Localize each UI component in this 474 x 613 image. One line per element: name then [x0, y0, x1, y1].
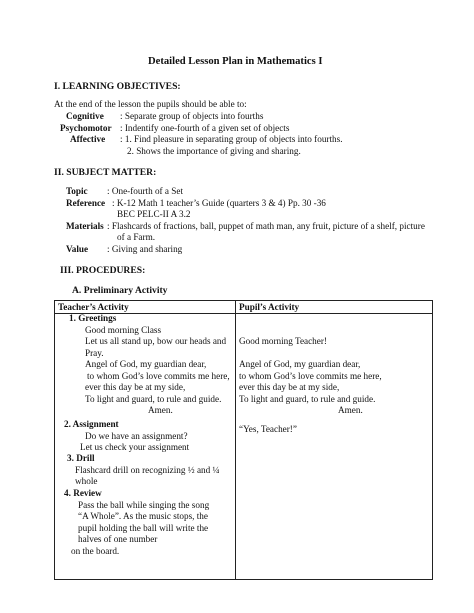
- column-divider: [235, 301, 236, 579]
- pupil-yes-teacher: “Yes, Teacher!”: [239, 424, 297, 434]
- teacher-prayer-line-2: to whom God’s love commits me here,: [87, 371, 230, 381]
- teacher-assignment-line-1: Do we have an assignment?: [85, 431, 188, 441]
- objectives-intro: At the end of the lesson the pupils should be able to:: [54, 99, 247, 109]
- psychomotor-text: : Indentify one-fourth of a given set of objects: [120, 123, 290, 133]
- drill-heading: 3. Drill: [67, 453, 95, 463]
- topic-label: Topic: [66, 186, 88, 196]
- teacher-review-line-2: “A Whole”. As the music stops, the: [78, 511, 208, 521]
- reference-text-2: BEC PELC-II A 3.2: [117, 209, 191, 219]
- pupil-prayer-line-3: ever this day be at my side,: [239, 382, 340, 392]
- teacher-prayer-line-4: To light and guard, to rule and guide.: [85, 394, 222, 404]
- teacher-stand-line-1: Let us all stand up, bow our heads and: [85, 336, 227, 346]
- teacher-drill-line-1: Flashcard drill on recognizing ½ and ¼: [75, 465, 220, 475]
- cognitive-label: Cognitive: [66, 111, 104, 121]
- page-title: Detailed Lesson Plan in Mathematics I: [148, 56, 323, 67]
- pupil-prayer-line-2: to whom God’s love commits me here,: [239, 371, 382, 381]
- teacher-prayer-line-1: Angel of God, my guardian dear,: [85, 359, 207, 369]
- assignment-heading: 2. Assignment: [64, 419, 119, 429]
- teacher-drill-line-2: whole: [75, 476, 98, 486]
- reference-label: Reference: [66, 198, 106, 208]
- activity-table: [54, 300, 433, 580]
- teacher-review-line-1: Pass the ball while singing the song: [78, 500, 210, 510]
- affective-text-2: 2. Shows the importance of giving and sharing.: [127, 146, 301, 156]
- teacher-review-line-4: halves of one number: [78, 534, 158, 544]
- teacher-assignment-line-2: Let us check your assignment: [80, 442, 190, 452]
- pupil-prayer-line-1: Angel of God, my guardian dear,: [239, 359, 361, 369]
- pupil-activity-header: Pupil’s Activity: [239, 302, 300, 312]
- cognitive-text: : Separate group of objects into fourths: [120, 111, 264, 121]
- teacher-activity-header: Teacher’s Activity: [58, 302, 129, 312]
- objectives-heading: I. LEARNING OBJECTIVES:: [54, 81, 181, 92]
- value-label: Value: [66, 244, 89, 254]
- reference-text-1: : K-12 Math 1 teacher’s Guide (quarters 3 & 4) Pp. 30 -36: [112, 198, 326, 208]
- pupil-amen: Amen.: [338, 405, 363, 415]
- materials-text-2: of a Farm.: [117, 232, 156, 242]
- greetings-heading: 1. Greetings: [69, 313, 117, 323]
- materials-text-1: : Flashcards of fractions, ball, puppet of math man, any fruit, picture of a shelf, picture: [107, 221, 425, 231]
- pupil-good-morning: Good morning Teacher!: [239, 336, 327, 346]
- pupil-prayer-line-4: To light and guard, to rule and guide.: [239, 394, 376, 404]
- teacher-amen: Amen.: [148, 405, 173, 415]
- materials-label: Materials: [66, 221, 104, 231]
- affective-text-1: : 1. Find pleasure in separating group of objects into fourths.: [120, 134, 343, 144]
- teacher-prayer-line-3: ever this day be at my side,: [85, 382, 186, 392]
- teacher-review-line-3: pupil holding the ball will write the: [78, 523, 209, 533]
- review-heading: 4. Review: [64, 488, 102, 498]
- procedures-heading: III. PROCEDURES:: [60, 265, 146, 276]
- value-text: : Giving and sharing: [107, 244, 183, 254]
- topic-text: : One-fourth of a Set: [107, 186, 184, 196]
- teacher-good-morning: Good morning Class: [85, 325, 162, 335]
- psychomotor-label: Psychomotor: [60, 123, 112, 133]
- affective-label: Affective: [70, 134, 106, 144]
- preliminary-activity-heading: A. Preliminary Activity: [72, 285, 168, 296]
- subject-heading: II. SUBJECT MATTER:: [54, 167, 157, 178]
- teacher-stand-line-2: Pray.: [85, 348, 104, 358]
- teacher-review-line-5: on the board.: [71, 546, 120, 556]
